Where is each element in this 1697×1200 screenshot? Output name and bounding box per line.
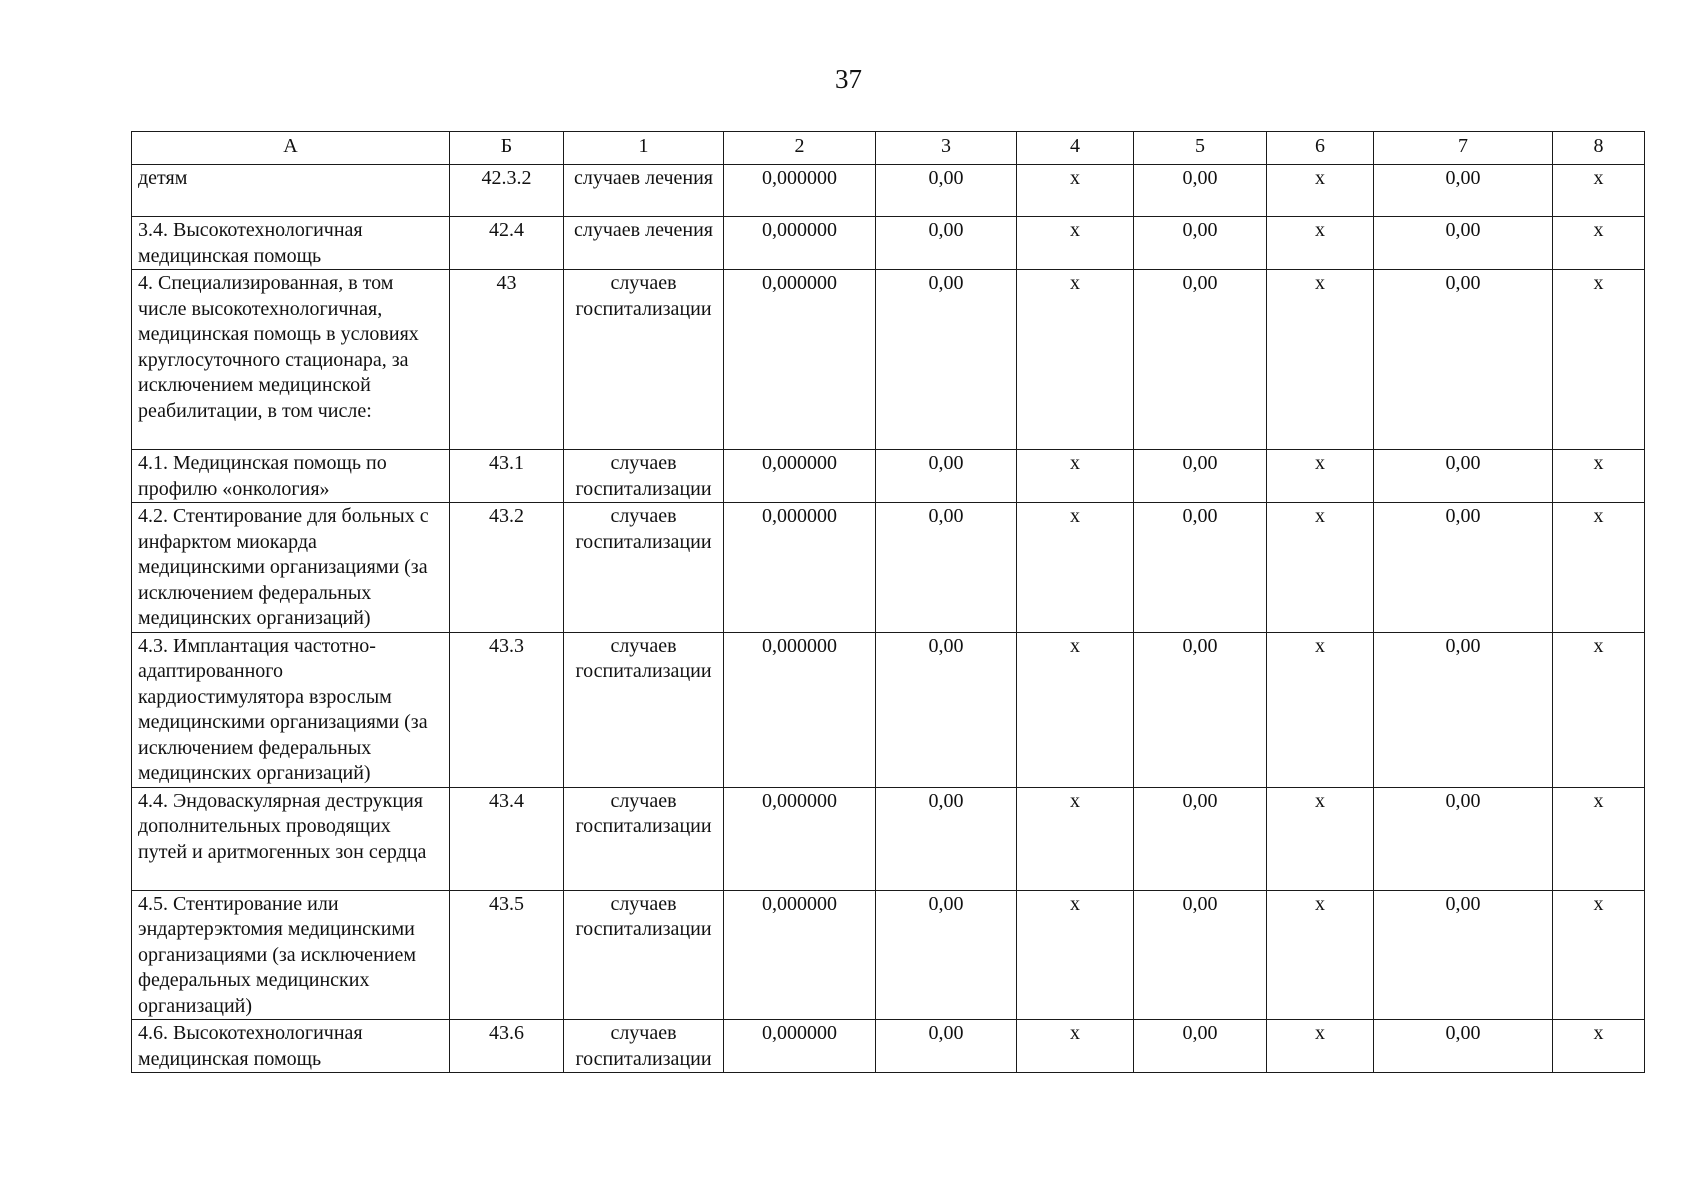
- value-cell-2: 0,000000: [724, 1020, 876, 1073]
- table-row: [132, 1020, 1645, 1073]
- row-name-cell: 4.4. Эндоваскулярная деструкция дополнительных проводящих путей и аритмогенных зон сердца: [132, 787, 450, 890]
- value-cell-8: х: [1553, 503, 1645, 633]
- value-cell-8: х: [1553, 1020, 1645, 1073]
- row-name-cell: 4.2. Стентирование для больных с инфарктом миокарда медицинскими организациями (за исключением федеральных медицинских организаций): [132, 503, 450, 633]
- value-cell-7: 0,00: [1374, 1020, 1553, 1073]
- value-cell-6: х: [1267, 165, 1374, 217]
- header-cell-b: Б: [450, 132, 564, 165]
- value-cell-6: х: [1267, 787, 1374, 890]
- value-cell-3: 0,00: [876, 890, 1017, 1020]
- value-cell-3: 0,00: [876, 787, 1017, 890]
- value-cell-6: х: [1267, 217, 1374, 270]
- header-cell-3: 3: [876, 132, 1017, 165]
- value-cell-5: 0,00: [1134, 217, 1267, 270]
- value-cell-4: х: [1017, 787, 1134, 890]
- value-cell-3: 0,00: [876, 217, 1017, 270]
- header-cell-2: 2: [724, 132, 876, 165]
- unit-cell: случаев госпитализации: [564, 632, 724, 787]
- value-cell-5: 0,00: [1134, 503, 1267, 633]
- value-cell-7: 0,00: [1374, 165, 1553, 217]
- row-code-cell: 43.4: [450, 787, 564, 890]
- row-code-cell: 43.6: [450, 1020, 564, 1073]
- value-cell-4: х: [1017, 890, 1134, 1020]
- table-row: [132, 890, 1645, 1020]
- value-cell-6: х: [1267, 503, 1374, 633]
- row-name-cell: 4.5. Стентирование или эндартерэктомия медицинскими организациями (за исключением федеральных медицинских организаций): [132, 890, 450, 1020]
- unit-cell: случаев лечения: [564, 217, 724, 270]
- value-cell-5: 0,00: [1134, 165, 1267, 217]
- value-cell-7: 0,00: [1374, 450, 1553, 503]
- page-number: 37: [835, 64, 862, 94]
- value-cell-4: х: [1017, 217, 1134, 270]
- table-row: [132, 632, 1645, 787]
- header-cell-6: 6: [1267, 132, 1374, 165]
- value-cell-2: 0,000000: [724, 787, 876, 890]
- value-cell-7: 0,00: [1374, 503, 1553, 633]
- row-name-cell: детям: [132, 165, 450, 217]
- row-code-cell: 43.2: [450, 503, 564, 633]
- value-cell-2: 0,000000: [724, 270, 876, 450]
- row-code-cell: 42.3.2: [450, 165, 564, 217]
- value-cell-2: 0,000000: [724, 450, 876, 503]
- table-row: [132, 270, 1645, 450]
- table-row: [132, 217, 1645, 270]
- value-cell-4: х: [1017, 165, 1134, 217]
- row-code-cell: 43.5: [450, 890, 564, 1020]
- value-cell-5: 0,00: [1134, 787, 1267, 890]
- value-cell-8: х: [1553, 165, 1645, 217]
- value-cell-6: х: [1267, 450, 1374, 503]
- unit-cell: случаев госпитализации: [564, 450, 724, 503]
- value-cell-5: 0,00: [1134, 890, 1267, 1020]
- value-cell-8: х: [1553, 787, 1645, 890]
- value-cell-8: х: [1553, 217, 1645, 270]
- row-name-cell: 4.1. Медицинская помощь по профилю «онкология»: [132, 450, 450, 503]
- value-cell-2: 0,000000: [724, 217, 876, 270]
- value-cell-3: 0,00: [876, 1020, 1017, 1073]
- value-cell-2: 0,000000: [724, 890, 876, 1020]
- value-cell-5: 0,00: [1134, 450, 1267, 503]
- value-cell-5: 0,00: [1134, 270, 1267, 450]
- value-cell-5: 0,00: [1134, 632, 1267, 787]
- row-name-cell: 3.4. Высокотехнологичная медицинская помощь: [132, 217, 450, 270]
- table-row: [132, 503, 1645, 633]
- value-cell-2: 0,000000: [724, 632, 876, 787]
- value-cell-3: 0,00: [876, 632, 1017, 787]
- unit-cell: случаев госпитализации: [564, 787, 724, 890]
- value-cell-2: 0,000000: [724, 503, 876, 633]
- header-cell-1: 1: [564, 132, 724, 165]
- value-cell-4: х: [1017, 270, 1134, 450]
- value-cell-7: 0,00: [1374, 632, 1553, 787]
- row-code-cell: 42.4: [450, 217, 564, 270]
- unit-cell: случаев госпитализации: [564, 1020, 724, 1073]
- value-cell-8: х: [1553, 632, 1645, 787]
- header-cell-a: А: [132, 132, 450, 165]
- header-cell-4: 4: [1017, 132, 1134, 165]
- table-row: [132, 165, 1645, 217]
- value-cell-6: х: [1267, 890, 1374, 1020]
- value-cell-7: 0,00: [1374, 270, 1553, 450]
- value-cell-2: 0,000000: [724, 165, 876, 217]
- value-cell-3: 0,00: [876, 165, 1017, 217]
- value-cell-5: 0,00: [1134, 1020, 1267, 1073]
- header-cell-5: 5: [1134, 132, 1267, 165]
- value-cell-8: х: [1553, 890, 1645, 1020]
- indicator-table: [131, 131, 1645, 1073]
- value-cell-4: х: [1017, 632, 1134, 787]
- value-cell-7: 0,00: [1374, 890, 1553, 1020]
- unit-cell: случаев лечения: [564, 165, 724, 217]
- row-code-cell: 43.3: [450, 632, 564, 787]
- value-cell-8: х: [1553, 270, 1645, 450]
- row-code-cell: 43: [450, 270, 564, 450]
- header-cell-8: 8: [1553, 132, 1645, 165]
- row-name-cell: 4.3. Имплантация частотно-адаптированного кардиостимулятора взрослым медицинскими организациями (за исключением федеральных медицинских организаций): [132, 632, 450, 787]
- value-cell-4: х: [1017, 503, 1134, 633]
- unit-cell: случаев госпитализации: [564, 890, 724, 1020]
- value-cell-4: х: [1017, 450, 1134, 503]
- value-cell-7: 0,00: [1374, 787, 1553, 890]
- unit-cell: случаев госпитализации: [564, 270, 724, 450]
- row-name-cell: 4. Специализированная, в том числе высокотехнологичная, медицинская помощь в условиях круглосуточного стационара, за исключением медицинской реабилитации, в том числе:: [132, 270, 450, 450]
- value-cell-8: х: [1553, 450, 1645, 503]
- value-cell-3: 0,00: [876, 270, 1017, 450]
- value-cell-4: х: [1017, 1020, 1134, 1073]
- value-cell-3: 0,00: [876, 503, 1017, 633]
- value-cell-6: х: [1267, 270, 1374, 450]
- header-cell-7: 7: [1374, 132, 1553, 165]
- value-cell-7: 0,00: [1374, 217, 1553, 270]
- value-cell-6: х: [1267, 632, 1374, 787]
- row-code-cell: 43.1: [450, 450, 564, 503]
- unit-cell: случаев госпитализации: [564, 503, 724, 633]
- table-row: [132, 787, 1645, 890]
- table-header-row: [132, 132, 1645, 165]
- value-cell-6: х: [1267, 1020, 1374, 1073]
- row-name-cell: 4.6. Высокотехнологичная медицинская помощь: [132, 1020, 450, 1073]
- table-row: [132, 450, 1645, 503]
- value-cell-3: 0,00: [876, 450, 1017, 503]
